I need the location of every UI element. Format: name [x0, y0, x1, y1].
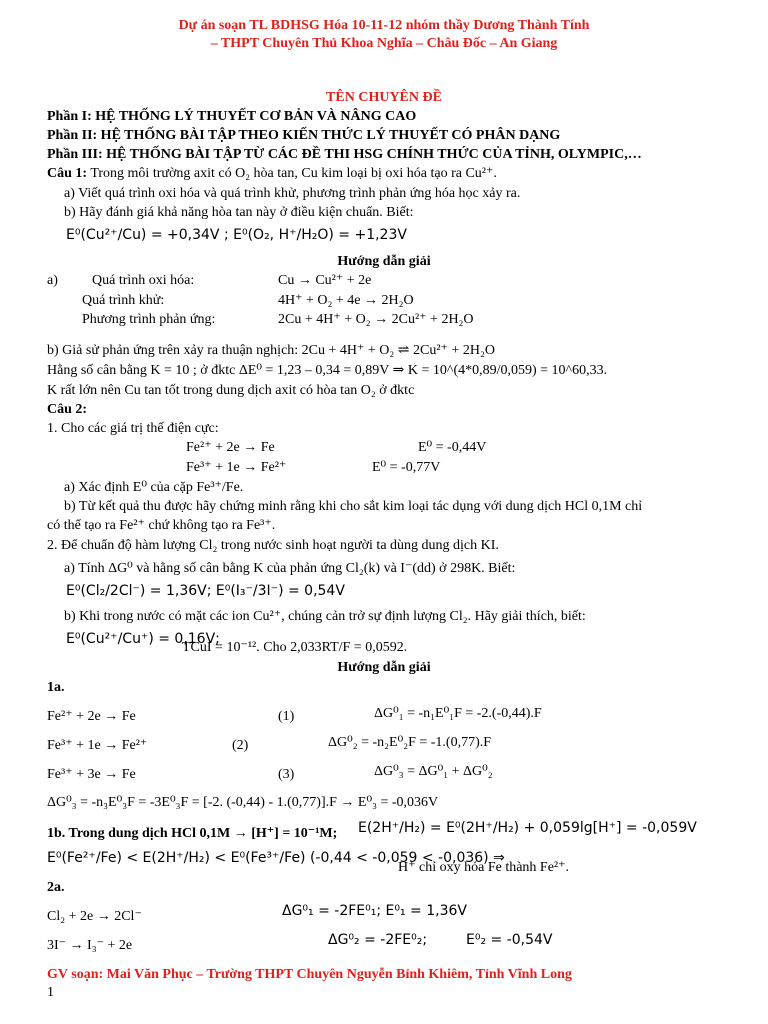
q2-reaction-2-number: (2) — [232, 738, 249, 753]
q2-part-1b-line-2: có thể tạo ra Fe²⁺ chứ không tạo ra Fe³⁺. — [47, 518, 276, 533]
q2-half-reaction-iodide-gibbs: ΔG⁰₂ = -2FE⁰₂; — [328, 932, 428, 948]
q2-reaction-1: Fe²⁺ + 2e → Fe — [47, 709, 136, 724]
q2-part-1b-line-1: b) Từ kết quả thu được hãy chứng minh rằng khi cho sắt kim loại tác dụng với dung dịch HCl 0,1M chỉ — [64, 499, 643, 514]
q2-half-reaction-iodide: 3I⁻ → I₃⁻ + 2e — [47, 938, 133, 953]
q2-reaction-1-gibbs: ΔG⁰₁ = -n₁E⁰₁F = -2.(-0,44).F — [374, 706, 542, 721]
q1-text: Trong môi trường axit có O₂ hòa tan, Cu kim loại bị oxi hóa tạo ra Cu²⁺. — [90, 166, 497, 181]
q1-label: Câu 1: — [47, 166, 88, 181]
q1-answer-b-line-1: b) Giả sử phản ứng trên xảy ra thuận nghịch: 2Cu + 4H⁺ + O₂ ⇌ 2Cu²⁺ + 2H₂O — [47, 343, 495, 358]
document-title: TÊN CHUYÊN ĐỀ — [326, 90, 442, 105]
q2-solution-1b — [47, 826, 337, 842]
q2-reaction-2: Fe³⁺ + 1e → Fe²⁺ — [47, 738, 148, 753]
q2-reaction-1-number: (1) — [278, 709, 295, 724]
q2-equation-1: Fe²⁺ + 2e → Fe — [186, 440, 275, 455]
q2-solution-1b-compare: E⁰(Fe²⁺/Fe) < E(2H⁺/H₂) < E⁰(Fe³⁺/Fe) (-0,44 < -0,059 < -0,036) ⇒ — [47, 850, 505, 866]
q2-part-2a: a) Tính ΔG⁰ và hằng số cân bằng K của phản ứng Cl₂(k) và I⁻(dd) ở 298K. Biết: — [64, 561, 516, 576]
page-number: 1 — [47, 985, 54, 1000]
q2-reaction-3-result: ΔG⁰₃ = -n₃E⁰₃F = -3E⁰₃F = [-2. (-0,44) - 1.(0,77)].F → E⁰₃ = -0,036V — [47, 795, 439, 810]
q1-answer-b-line-2: Hằng số cân bằng K = 10 ; ở đktc ΔE⁰ = 1,23 – 0,34 = 0,89V ⇒ K = 10^(4*0,89/0,059) = 10^60,33. — [47, 363, 608, 378]
q2-part-2b-given: E⁰(Cu²⁺/Cu⁺) = 0,16V; — [66, 631, 220, 647]
q2-half-reaction-iodide-value: E⁰₂ = -0,54V — [466, 932, 553, 948]
q2-solution-2a-label: 2a. — [47, 880, 65, 895]
q2-reaction-3-number: (3) — [278, 767, 295, 782]
q2-equation-1-value: E⁰ = -0,44V — [418, 440, 487, 455]
q2-equation-2-value: E⁰ = -0,77V — [372, 460, 441, 475]
part-3: Phần III: HỆ THỐNG BÀI TẬP TỪ CÁC ĐỀ THI HSG CHÍNH THỨC CỦA TỈNH, OLYMPIC,… — [47, 147, 642, 162]
q1-oxidation-label: Quá trình oxi hóa: — [92, 273, 195, 288]
q1-reduction-eq: 4H⁺ + O₂ + 4e → 2H₂O — [278, 293, 414, 308]
q1-reaction-label: Phương trình phản ứng: — [82, 312, 216, 327]
q1-answer-a-label: a) — [47, 273, 58, 288]
q2-part-2b: b) Khi trong nước có mặt các ion Cu²⁺, chúng cản trở sự định lượng Cl₂. Hãy giải thích, biết: — [64, 609, 586, 624]
q2-solution-1b-text: 1b. Trong dung dịch HCl 0,1M → [H⁺] = 10⁻¹M; — [47, 826, 338, 841]
q1-reduction-label: Quá trình khử: — [82, 293, 165, 308]
q2-reaction-2-gibbs: ΔG⁰₂ = -n₂E⁰₂F = -1.(0,77).F — [328, 735, 492, 750]
q2-reaction-3: Fe³⁺ + 3e → Fe — [47, 767, 136, 782]
q1-oxidation-eq: Cu → Cu²⁺ + 2e — [278, 273, 372, 288]
q1-part-b: b) Hãy đánh giá khả năng hòa tan này ở điều kiện chuẩn. Biết: — [64, 205, 414, 220]
q1-reaction-eq: 2Cu + 4H⁺ + O₂ → 2Cu²⁺ + 2H₂O — [278, 312, 474, 327]
q2-part-2: 2. Để chuẩn độ hàm lượng Cl₂ trong nước sinh hoạt người ta dùng dung dịch KI. — [47, 538, 499, 553]
q2-part-2a-given: E⁰(Cl₂/2Cl⁻) = 1,36V; E⁰(I₃⁻/3I⁻) = 0,54V — [66, 583, 345, 599]
q1-answer-b-line-3: K rất lớn nên Cu tan tốt trong dung dịch axit có hòa tan O₂ ở đktc — [47, 383, 415, 398]
q2-half-reaction-chlorine-gibbs: ΔG⁰₁ = -2FE⁰₁; E⁰₁ = 1,36V — [282, 903, 467, 919]
q1-statement — [47, 166, 497, 182]
q2-label: Câu 2: — [47, 402, 88, 417]
header-line-1: Dự án soạn TL BDHSG Hóa 10-11-12 nhóm thầy Dương Thành Tính — [178, 18, 590, 33]
q2-guide-heading: Hướng dẫn giải — [337, 660, 431, 675]
q2-solution-1b-conclusion: H⁺ chỉ oxy hóa Fe thành Fe²⁺. — [398, 860, 570, 875]
q2-part-1: 1. Cho các giá trị thế điện cực: — [47, 421, 219, 436]
part-2: Phần II: HỆ THỐNG BÀI TẬP THEO KIẾN THỨC LÝ THUYẾT CÓ PHÂN DẠNG — [47, 128, 561, 143]
q2-solution-1a-label: 1a. — [47, 680, 65, 695]
q2-solution-1b-equation: E(2H⁺/H₂) = E⁰(2H⁺/H₂) + 0,059lg[H⁺] = -0,059V — [358, 820, 697, 836]
part-1: Phần I: HỆ THỐNG LÝ THUYẾT CƠ BẢN VÀ NÂNG CAO — [47, 109, 417, 124]
q1-given-potentials: E⁰(Cu²⁺/Cu) = +0,34V ; E⁰(O₂, H⁺/H₂O) = +1,23V — [66, 227, 407, 243]
q2-part-1a: a) Xác định E⁰ của cặp Fe³⁺/Fe. — [64, 480, 244, 495]
q2-part-2b-tail: TCuI = 10⁻¹². Cho 2,033RT/F = 0,0592. — [182, 640, 408, 655]
q2-reaction-3-gibbs: ΔG⁰₃ = ΔG⁰₁ + ΔG⁰₂ — [374, 764, 493, 779]
q2-half-reaction-chlorine: Cl₂ + 2e → 2Cl⁻ — [47, 909, 142, 924]
q1-part-a: a) Viết quá trình oxi hóa và quá trình khử, phương trình phản ứng hóa học xảy ra. — [64, 186, 521, 201]
header-line-2: – THPT Chuyên Thủ Khoa Nghĩa – Châu Đốc – An Giang — [210, 36, 558, 51]
footer-author: GV soạn: Mai Văn Phục – Trường THPT Chuyên Nguyễn Bỉnh Khiêm, Tỉnh Vĩnh Long — [47, 967, 572, 982]
q1-guide-heading: Hướng dẫn giải — [337, 254, 431, 269]
q2-equation-2: Fe³⁺ + 1e → Fe²⁺ — [186, 460, 287, 475]
